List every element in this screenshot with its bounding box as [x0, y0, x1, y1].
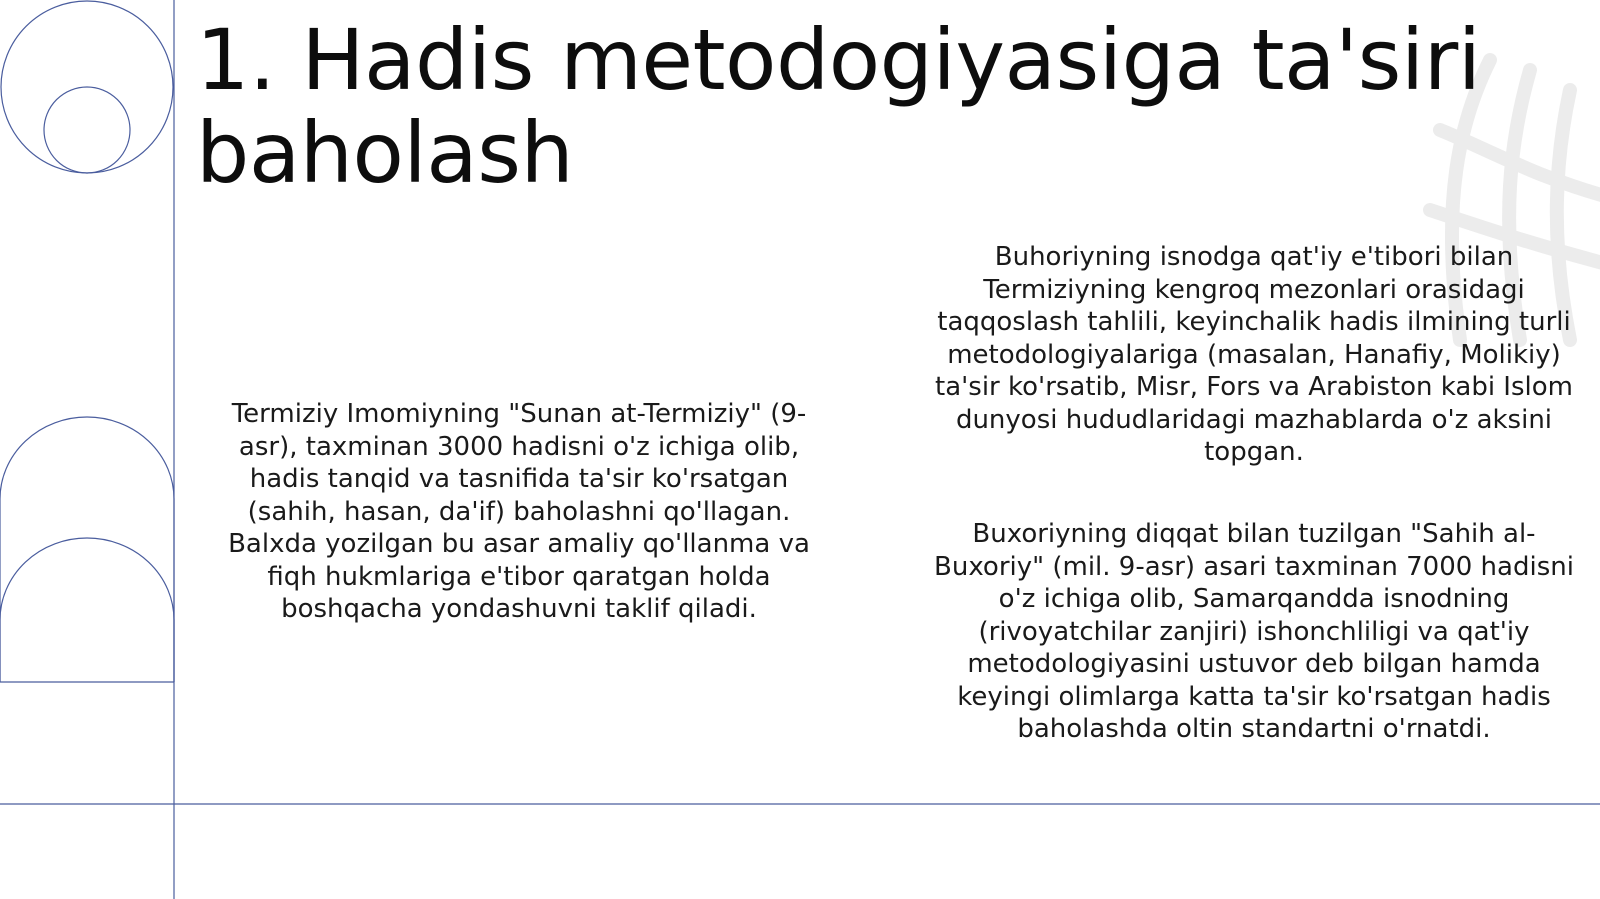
small-circle [44, 87, 130, 173]
upper-arch [0, 417, 174, 682]
lower-arch [0, 538, 174, 682]
right-top-paragraph: Buhoriyning isnodga qat'iy e'tibori bilan Termiziyning kengroq mezonlari orasidagi taqqoslash tahlili, keyinchalik hadis ilmining turli metodologiyalariga (masalan, Hanafiy, Molikiy) ta'sir ko'rsatib, Misr, Fors va Arabiston kabi Islom dunyosi hududlaridagi mazhablarda o'z aksini topgan. [935, 242, 1573, 467]
slide-title: 1. Hadis metodogiyasiga ta'siri baholash [196, 11, 1481, 202]
left-paragraph: Termiziy Imomiyning "Sunan at-Termiziy" (9-asr), taxminan 3000 hadisni o'z ichiga olib, hadis tanqid va tasnifida ta'sir ko'rsatgan (sahih, hasan, da'if) baholashni qo'llagan. Balxda yozilgan bu asar amaliy qo'llanma va fiqh hukmlariga e'tibor qaratgan holda boshqacha yondashuvni taklif qiladi. [228, 399, 810, 624]
right-bottom-paragraph: Buxoriyning diqqat bilan tuzilgan "Sahih al-Buxoriy" (mil. 9-asr) asari taxminan 7000 hadisni o'z ichiga olib, Samarqandda isnodning (rivoyatchilar zanjiri) ishonchliligi va qat'iy metodologiyasini ustuvor deb bilgan hamda keyingi olimlarga katta ta'sir ko'rsatgan hadis baholashda oltin standartni o'rnatdi. [934, 519, 1574, 744]
